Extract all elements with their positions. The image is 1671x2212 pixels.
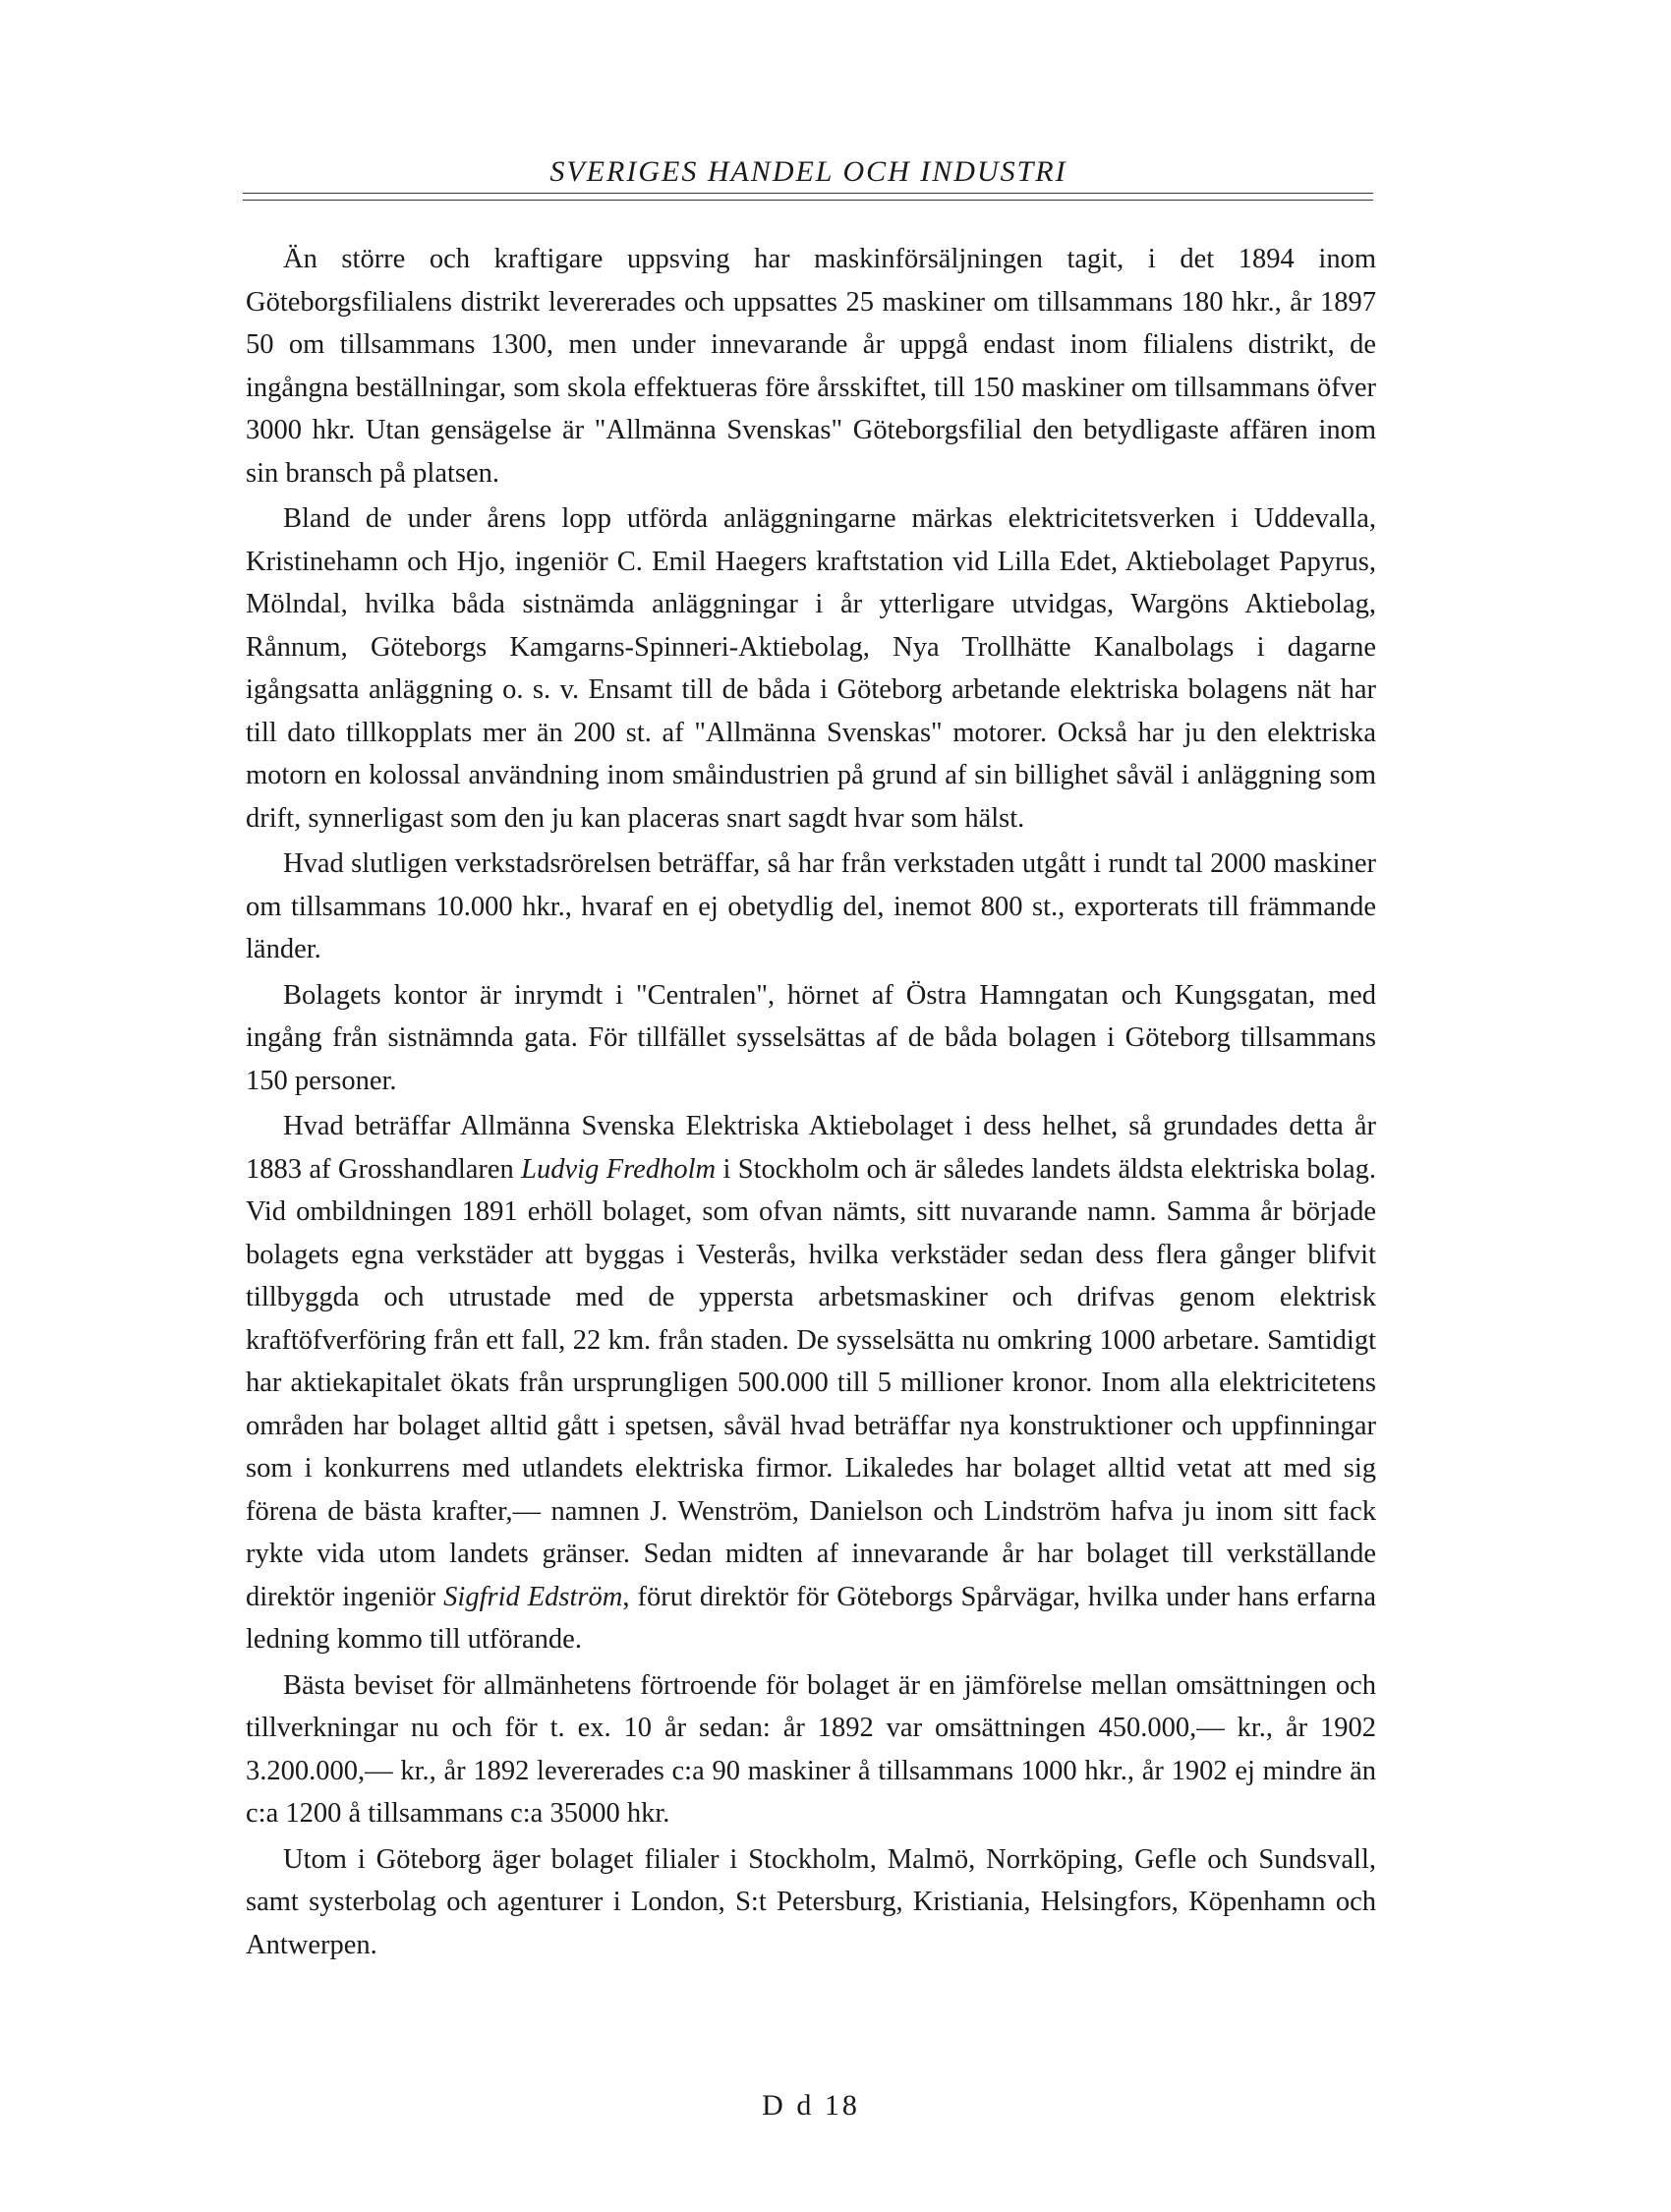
paragraph-text: , förut direktör för Göteborgs Spårvägar, hvilka under hans erfarna ledning kommo till utförande. [246, 1581, 1376, 1655]
paragraph-text: Bästa beviset för allmänhetens förtroende för bolaget är en jämförelse mellan omsättningen och tillverkningar nu och för t. ex. 10 år sedan: år 1892 var omsättningen 450.000,— kr., år 1902 3.200.000,— kr., år 1892 levererades c:a 90 maskiner å tillsammans 1000 hkr., år 1902 ej mindre än c:a 1200 å tillsammans c:a 35000 hkr. [246, 1669, 1376, 1829]
paragraph-3 [246, 843, 1376, 971]
paragraph-6 [246, 1664, 1376, 1835]
running-header [241, 157, 1376, 187]
page-title: SVERIGES HANDEL OCH INDUSTRI [549, 155, 1067, 188]
page-number: D d 18 [762, 2089, 860, 2122]
header-rule-bottom [243, 200, 1373, 201]
paragraph-text: Än större och kraftigare uppsving har maskinförsäljningen tagit, i det 1894 inom Göteborgsfilialens distrikt levererades och uppsattes 25 maskiner om tillsammans 180 hkr., år 1897 50 om tillsammans 1300, men under innevarande år uppgå endast inom filialens distrikt, de ingångna beställningar, som skola effektueras före årsskiftet, till 150 maskiner om tillsammans öfver 3000 hkr. Utan gensägelse är "Allmänna Svenskas" Göteborgsfilial den betydligaste affären inom sin bransch på platsen. [246, 244, 1376, 489]
paragraph-1 [246, 238, 1376, 495]
paragraph-4 [246, 974, 1376, 1103]
paragraph-5 [246, 1105, 1376, 1661]
paragraph-text: i Stockholm och är således landets äldsta elektriska bolag. Vid ombildningen 1891 erhöll bolaget, som ofvan nämts, sitt nuvarande namn. Samma år började bolagets egna verkstäder att byggas i Vesterås, hvilka verkstäder sedan dess flera gånger blifvit tillbyggda och utrustade med de yppersta arbetsmaskiner och drifvas genom elektrisk kraftöfverföring från ett fall, 22 km. från staden. De sysselsätta nu omkring 1000 arbetare. Samtidigt har aktiekapitalet ökats från ursprungligen 500.000 till 5 millioner kronor. Inom alla elektricitetens områden har bolaget alltid gått i spetsen, såväl hvad beträffar nya konstruktioner och uppfinningar som i konkurrens med utlandets elektriska firmor. Likaledes har bolaget alltid vetat att med sig förena de bästa krafter,— namnen J. Wenström, Danielson och Lindström hafva ju inom sitt fack rykte vida utom landets gränser. Sedan midten af innevarande år har bolaget till verkställande direktör ingeniör [246, 1153, 1376, 1612]
paragraph-text: Hvad beträffar Allmänna Svenska Elektriska Aktiebolaget i dess helhet, så grundades detta år 1883 af Grosshandlaren [246, 1111, 1376, 1185]
paragraph-text: Utom i Göteborg äger bolaget filialer i Stockholm, Malmö, Norrköping, Gefle och Sundsvall, samt systerbolag och agenturer i London, S:t Petersburg, Kristiania, Helsingfors, Köpenhamn och Antwerpen. [246, 1843, 1376, 1960]
paragraph-text: Bolagets kontor är inrymdt i "Centralen", hörnet af Östra Hamngatan och Kungsgatan, med ingång från sistnämnda gata. För tillfället sysselsättas af de båda bolagen i Göteborg tillsammans 150 personer. [246, 979, 1376, 1096]
paragraph-2 [246, 497, 1376, 840]
person-name-italic: Sigfrid Edström [443, 1581, 623, 1612]
header-rule-top [243, 193, 1373, 194]
paragraph-7 [246, 1838, 1376, 1967]
paragraph-text: Bland de under årens lopp utförda anläggningarne märkas elektricitetsverken i Uddevalla, Kristinehamn och Hjo, ingeniör C. Emil Haegers kraftstation vid Lilla Edet, Aktiebolaget Papyrus, Mölndal, hvilka båda sistnämda anläggningar i år ytterligare utvidgas, Wargöns Aktiebolag, Rånnum, Göteborgs Kamgarns-Spinneri-Aktiebolag, Nya Trollhätte Kanalbolags i dagarne igångsatta anläggning o. s. v. Ensamt till de båda i Göteborg arbetande elektriska bolagens nät har till dato tillkopplats mer än 200 st. af "Allmänna Svenskas" motorer. Också har ju den elektriska motorn en kolossal användning inom småindustrien på grund af sin billighet såväl i anläggning som drift, synnerligast som den ju kan placeras snart sagdt hvar som hälst. [246, 503, 1376, 834]
person-name-italic: Ludvig Fredholm [521, 1153, 717, 1185]
paragraph-text: Hvad slutligen verkstadsrörelsen beträffar, så har från verkstaden utgått i rundt tal 2000 maskiner om tillsammans 10.000 hkr., hvaraf en ej obetydlig del, inemot 800 st., exporterats till främmande länder. [246, 848, 1376, 964]
article-body [246, 238, 1376, 1966]
